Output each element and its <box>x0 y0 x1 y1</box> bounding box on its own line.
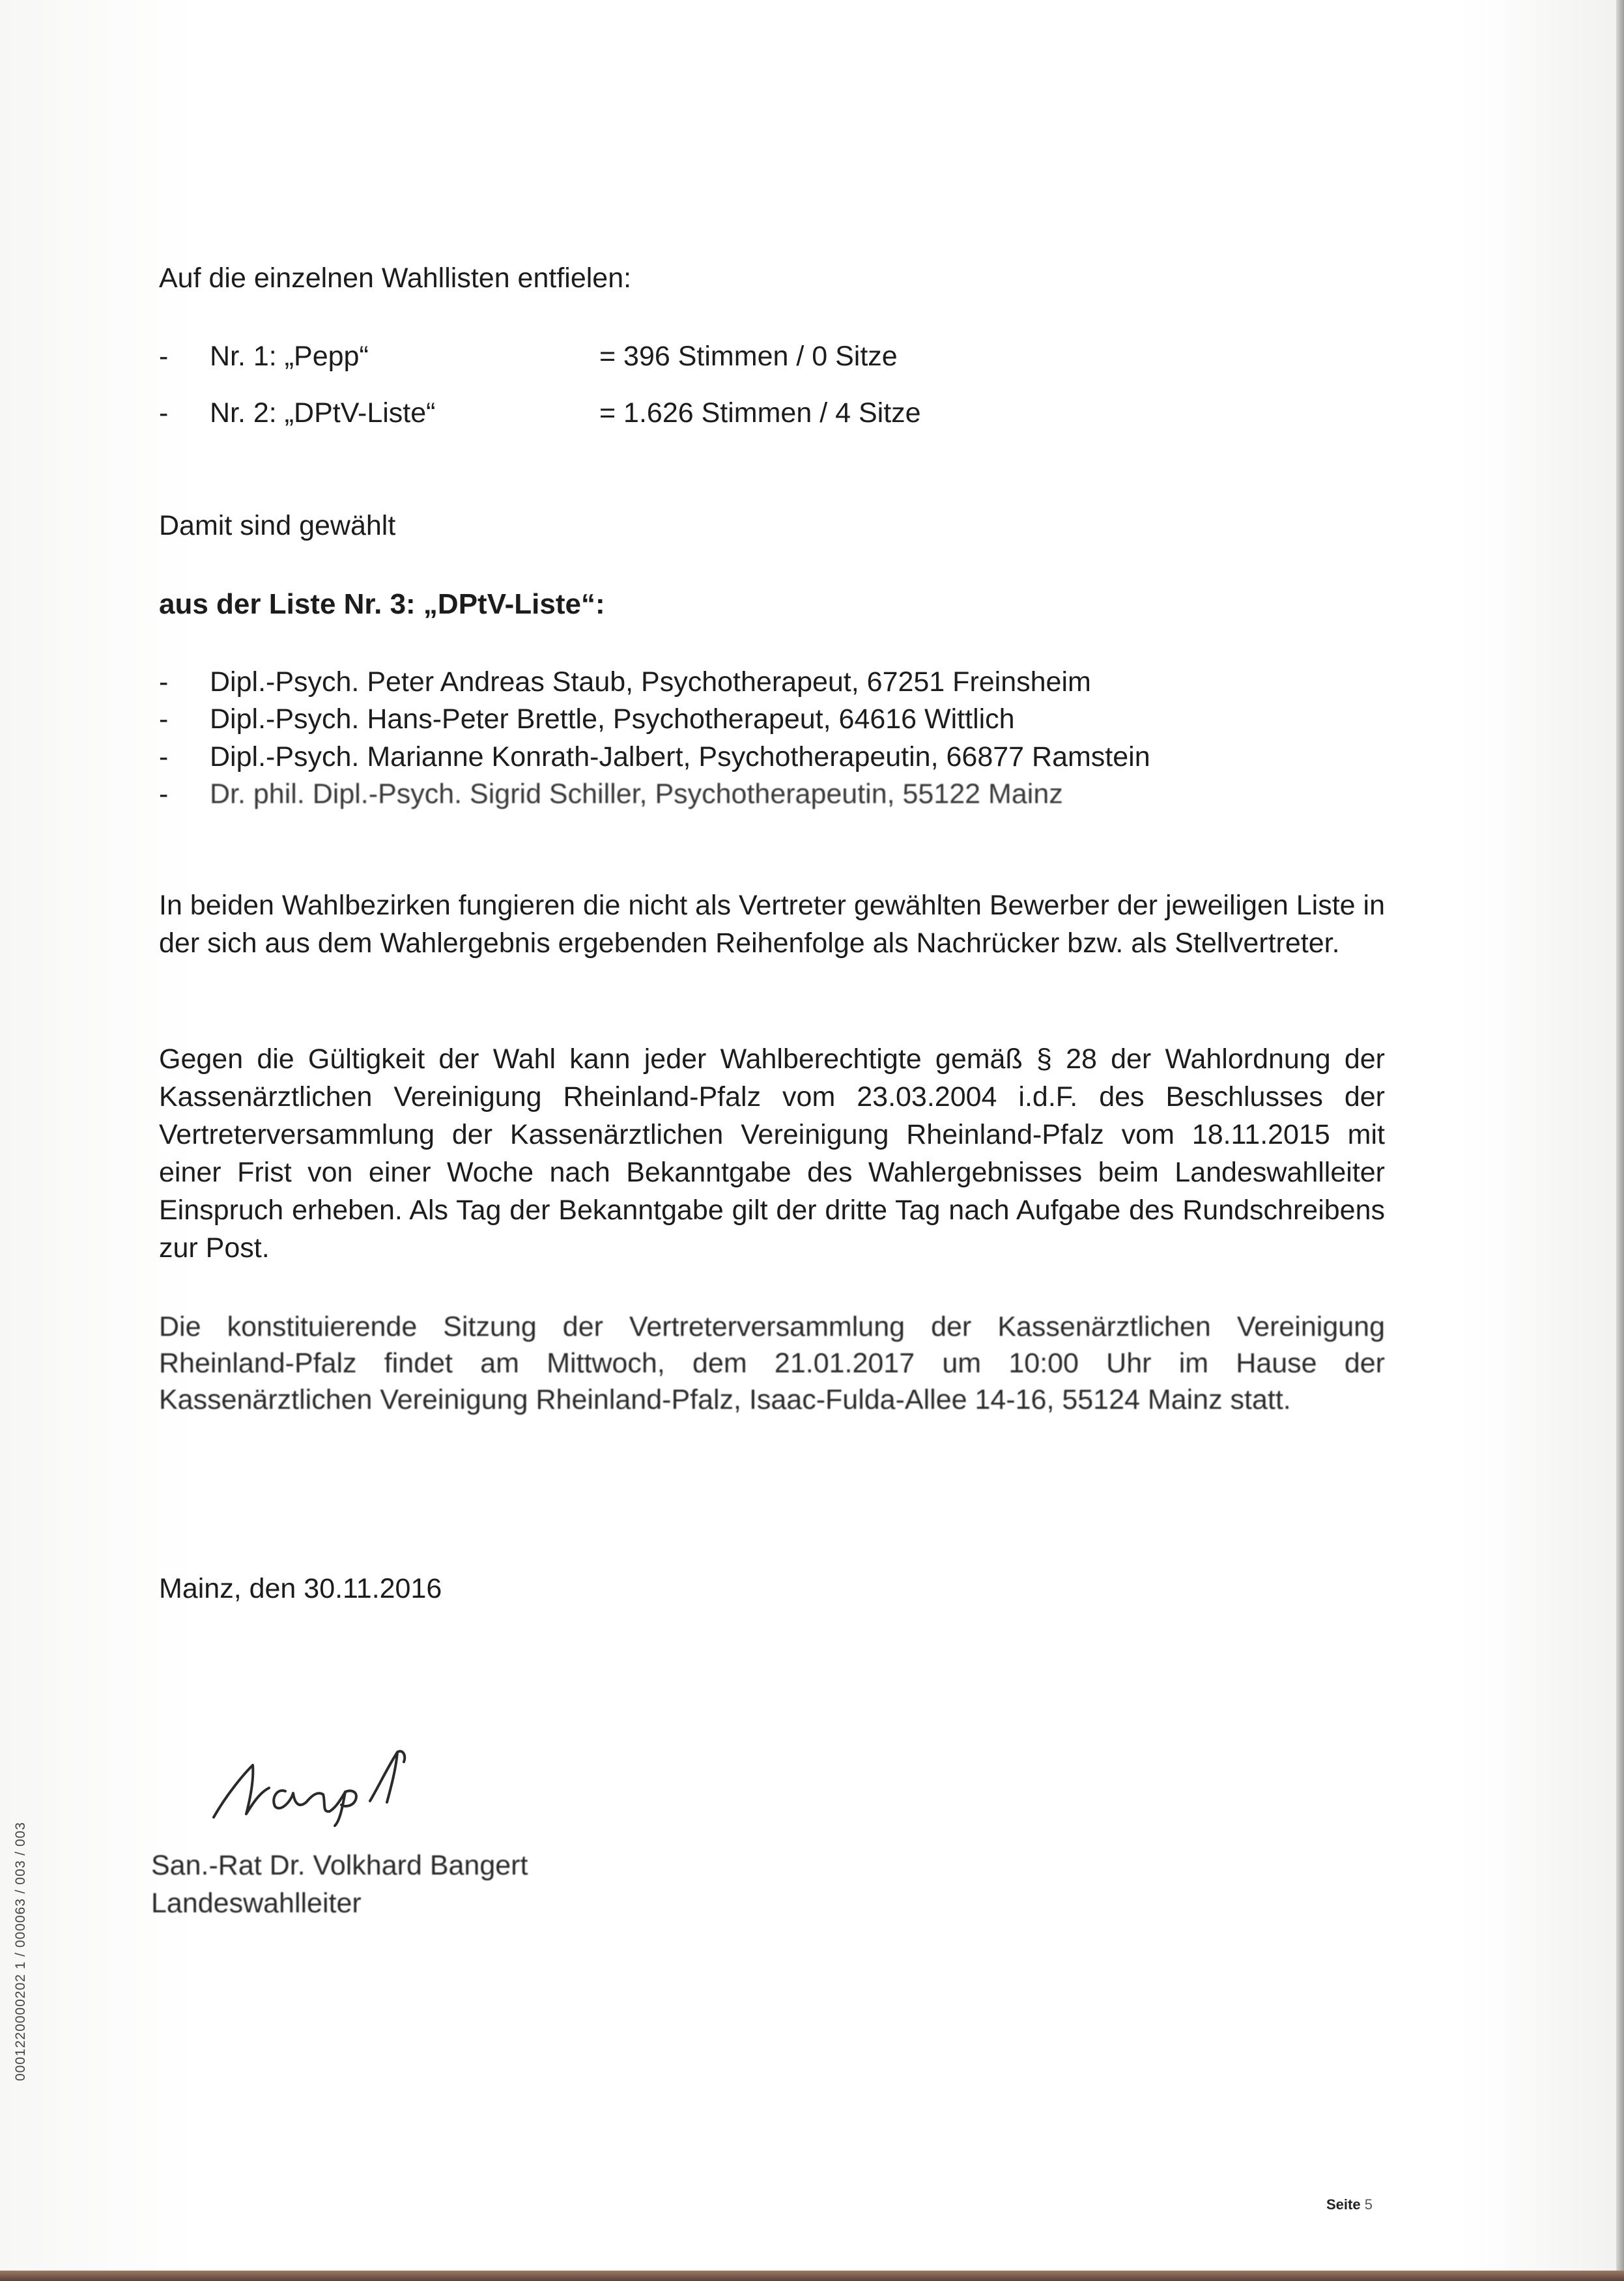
page-edge-shadow <box>1616 0 1624 2281</box>
elected-person <box>159 738 1397 776</box>
meeting-paragraph: Die konstituierende Sitzung der Vertreterversammlung der Kassenärztlichen Vereinigung Rheinland-Pfalz findet am Mittwoch, dem 21.01.2017 um 10:00 Uhr im Hause der Kassenärztlichen Vereinigung Rheinland-Pfalz, Isaac-Fulda-Allee 14-16, 55124 Mainz statt. <box>159 1311 1385 1415</box>
scan-bottom-edge <box>0 2271 1624 2281</box>
list-result-row <box>159 337 1397 375</box>
handwritten-signature <box>207 1729 494 1827</box>
objection-paragraph: Gegen die Gültigkeit der Wahl kann jeder Wahlberechtigte gemäß § 28 der Wahlordnung der Kassenärztlichen Vereinigung Rheinland-Pfalz vom 23.03.2004 i.d.F. des Beschlusses der Vertreterversammlung der Kassenärztlichen Vereinigung Rheinland-Pfalz vom 18.11.2015 mit einer Frist von einer Woche nach Bekanntgabe des Wahlergebnisses beim Landeswahlleiter Einspruch erheben. Als Tag der Bekanntgabe gilt der dritte Tag nach Aufgabe des Rundschreibens zur Post. <box>159 1043 1385 1264</box>
elected-person <box>159 775 1397 813</box>
substitutes-paragraph: In beiden Wahlbezirken fungieren die nicht als Vertreter gewählten Bewerber der jeweiligen Liste in der sich aus dem Wahlergebnis ergebenden Reihenfolge als Nachrücker bzw. als Stellvertreter. <box>159 890 1385 959</box>
list-votes-seats: = 1.626 Stimmen / 4 Sitze <box>599 397 921 429</box>
list-result-row <box>159 394 1397 432</box>
person-entry: Dipl.-Psych. Hans-Peter Brettle, Psychotherapeut, 64616 Wittlich <box>210 703 1015 735</box>
list-heading: aus der Liste Nr. 3: „DPtV-Liste“: <box>159 588 605 620</box>
signer-title: Landeswahlleiter <box>151 1888 362 1919</box>
person-bullet: - <box>159 778 169 810</box>
page-number-value: 5 <box>1364 2196 1373 2213</box>
signer-name: San.-Rat Dr. Volkhard Bangert <box>151 1850 528 1881</box>
person-bullet: - <box>159 666 169 698</box>
person-entry: Dipl.-Psych. Peter Andreas Staub, Psychotherapeut, 67251 Freinsheim <box>210 666 1091 698</box>
document-barcode-number: 0001220000202 1 / 000063 / 003 / 003 <box>13 1821 28 2081</box>
page-number <box>1326 2196 1373 2213</box>
person-bullet: - <box>159 741 169 772</box>
list-bullet: - <box>159 341 169 372</box>
person-entry: Dipl.-Psych. Marianne Konrath-Jalbert, Psychotherapeutin, 66877 Ramstein <box>210 741 1150 772</box>
person-entry: Dr. phil. Dipl.-Psych. Sigrid Schiller, Psychotherapeutin, 55122 Mainz <box>210 778 1063 810</box>
elected-person <box>159 663 1397 701</box>
results-intro: Auf die einzelnen Wahllisten entfielen: <box>159 262 632 294</box>
elected-person <box>159 700 1397 738</box>
elected-intro: Damit sind gewählt <box>159 510 396 541</box>
list-name: Nr. 1: „Pepp“ <box>210 341 369 372</box>
signer-block <box>151 1847 528 1922</box>
person-bullet: - <box>159 703 169 735</box>
page-label: Seite <box>1326 2196 1361 2213</box>
list-bullet: - <box>159 397 169 429</box>
list-votes-seats: = 396 Stimmen / 0 Sitze <box>599 341 898 372</box>
place-date: Mainz, den 30.11.2016 <box>159 1573 442 1604</box>
list-name: Nr. 2: „DPtV-Liste“ <box>210 397 436 429</box>
